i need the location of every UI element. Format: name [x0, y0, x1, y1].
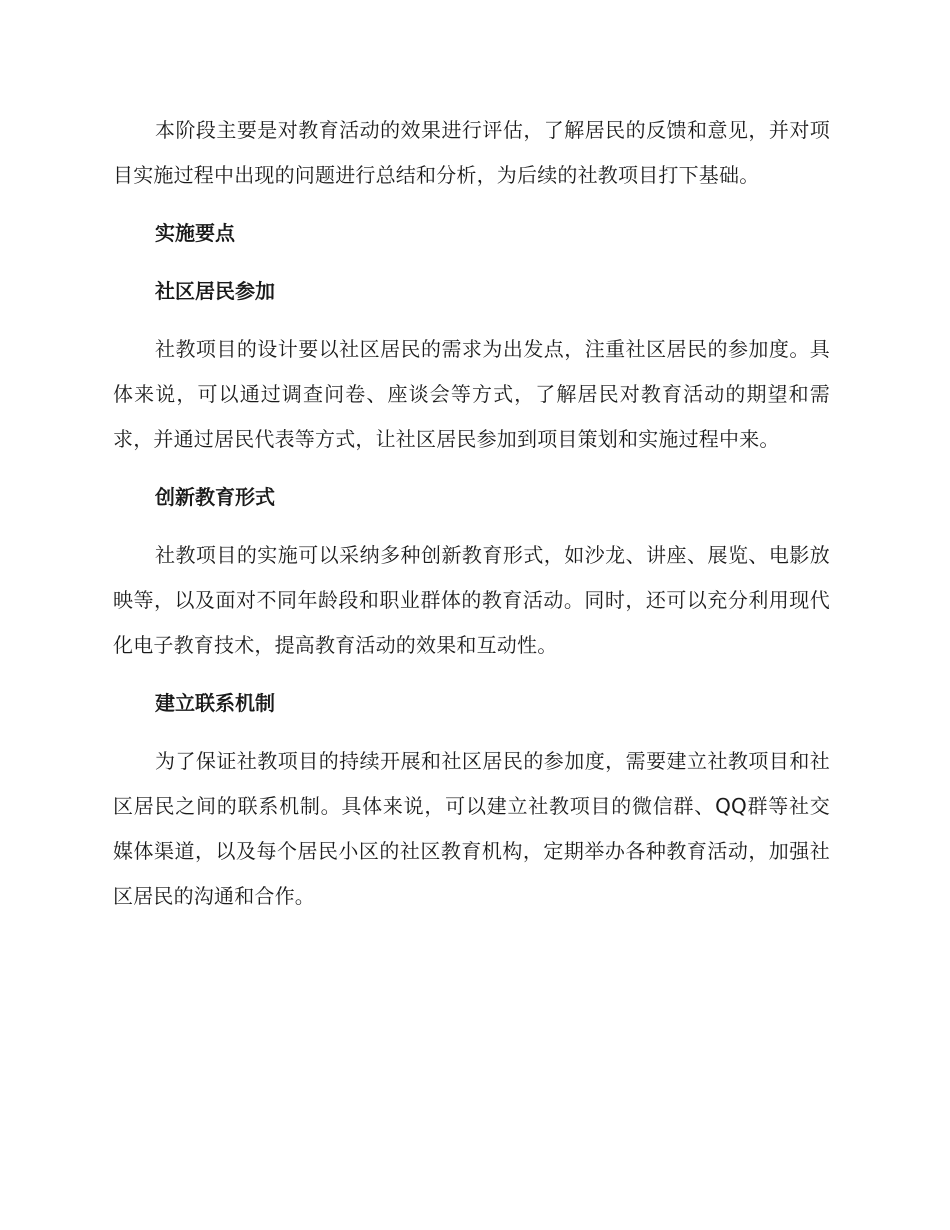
- heading-contact-mechanism: 建立联系机制: [155, 691, 275, 715]
- heading-innovative-education: 创新教育形式: [155, 485, 275, 509]
- heading-resident-participation: 社区居民参加: [155, 279, 275, 303]
- document-page: [113, 108, 830, 919]
- paragraph-resident-participation: 社教项目的设计要以社区居民的需求为出发点，注重社区居民的参加度。具体来说，可以通过调查问卷、座谈会等方式，了解居民对教育活动的期望和需求，并通过居民代表等方式，让社区居民参加到项目策划和实施过程中来。: [113, 337, 830, 451]
- paragraph-evaluation: 本阶段主要是对教育活动的效果进行评估，了解居民的反馈和意见，并对项目实施过程中出现的问题进行总结和分析，为后续的社教项目打下基础。: [113, 118, 830, 187]
- paragraph-contact-mechanism: 为了保证社教项目的持续开展和社区居民的参加度，需要建立社教项目和社区居民之间的联系机制。具体来说，可以建立社教项目的微信群、QQ群等社交媒体渠道，以及每个居民小区的社区教育机构，定期举办各种教育活动，加强社区居民的沟通和合作。: [113, 749, 830, 908]
- paragraph-innovative-education: 社教项目的实施可以采纳多种创新教育形式，如沙龙、讲座、展览、电影放映等，以及面对不同年龄段和职业群体的教育活动。同时，还可以充分利用现代化电子教育技术，提高教育活动的效果和互动性。: [113, 543, 830, 657]
- heading-implementation-points: 实施要点: [155, 221, 235, 245]
